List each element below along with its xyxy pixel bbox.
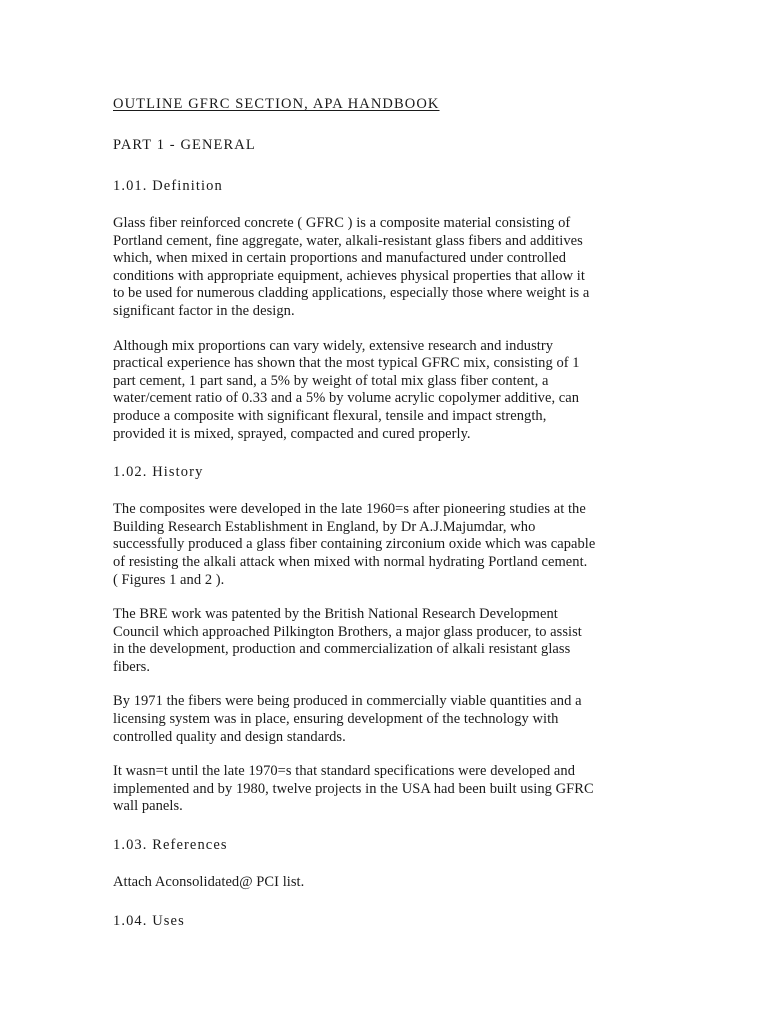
text-line: It wasn=t until the late 1970=s that standard specifications were developed and — [113, 763, 576, 780]
text-line: to be used for numerous cladding applications, especially those where weight is a — [113, 285, 590, 302]
paragraph — [113, 874, 658, 892]
text-line: conditions with appropriate equipment, achieves physical properties that allow it — [113, 267, 585, 284]
section-references — [113, 833, 658, 892]
text-line: licensing system was in place, ensuring development of the technology with — [113, 711, 559, 728]
document-title: OUTLINE GFRC SECTION, APA HANDBOOK — [113, 96, 440, 112]
text-line: Building Research Establishment in England, by Dr A.J.Majumdar, who — [113, 518, 536, 535]
paragraph — [113, 501, 658, 589]
text-line: part cement, 1 part sand, a 5% by weight of total mix glass fiber content, a — [113, 372, 549, 389]
text-line: which, when mixed in certain proportions and manufactured under controlled — [113, 250, 567, 267]
paragraph — [113, 693, 658, 746]
text-line: Glass fiber reinforced concrete ( GFRC ) is a composite material consisting of — [113, 215, 571, 231]
text-line: successfully produced a glass fiber containing zirconium oxide which was capable — [113, 536, 596, 553]
part-heading: PART 1 - GENERAL — [113, 137, 256, 153]
section-heading: 1.02. History — [113, 464, 204, 481]
text-line: Council which approached Pilkington Brothers, a major glass producer, to assist — [113, 623, 582, 640]
section-heading: 1.01. Definition — [113, 178, 223, 194]
text-line: provided it is mixed, sprayed, compacted and cured properly. — [113, 425, 471, 442]
text-line: implemented and by 1980, twelve projects in the USA had been built using GFRC — [113, 780, 594, 797]
text-line: ( Figures 1 and 2 ). — [113, 571, 225, 588]
text-line: The composites were developed in the late 1960=s after pioneering studies at the — [113, 501, 586, 518]
text-line: wall panels. — [113, 798, 183, 815]
text-line: in the development, production and commercialization of alkali resistant glass — [113, 641, 571, 658]
section-heading: 1.04. Uses — [113, 912, 185, 929]
text-line: fibers. — [113, 658, 150, 675]
paragraph — [113, 338, 658, 444]
paragraph — [113, 606, 658, 676]
text-line: water/cement ratio of 0.33 and a 5% by volume acrylic copolymer additive, can — [113, 390, 580, 407]
text-line: produce a composite with significant flexural, tensile and impact strength, — [113, 407, 547, 424]
section-definition — [113, 174, 658, 443]
text-line: Although mix proportions can vary widely, extensive research and industry — [113, 337, 554, 354]
text-line: The BRE work was patented by the British National Research Development — [113, 606, 558, 623]
text-line: Attach Aconsolidated@ PCI list. — [113, 874, 305, 891]
document-page — [113, 92, 658, 950]
text-line: By 1971 the fibers were being produced in commercially viable quantities and a — [113, 693, 582, 710]
text-line: significant factor in the design. — [113, 302, 295, 319]
text-line: of resisting the alkali attack when mixed with normal hydrating Portland cement. — [113, 553, 588, 570]
section-history — [113, 460, 658, 816]
text-line: controlled quality and design standards. — [113, 728, 346, 745]
section-heading: 1.03. References — [113, 837, 228, 854]
section-uses — [113, 909, 658, 933]
paragraph — [113, 215, 658, 321]
text-line: practical experience has shown that the most typical GFRC mix, consisting of 1 — [113, 355, 580, 372]
text-line: Portland cement, fine aggregate, water, alkali-resistant glass fibers and additives — [113, 232, 583, 249]
paragraph — [113, 763, 658, 816]
